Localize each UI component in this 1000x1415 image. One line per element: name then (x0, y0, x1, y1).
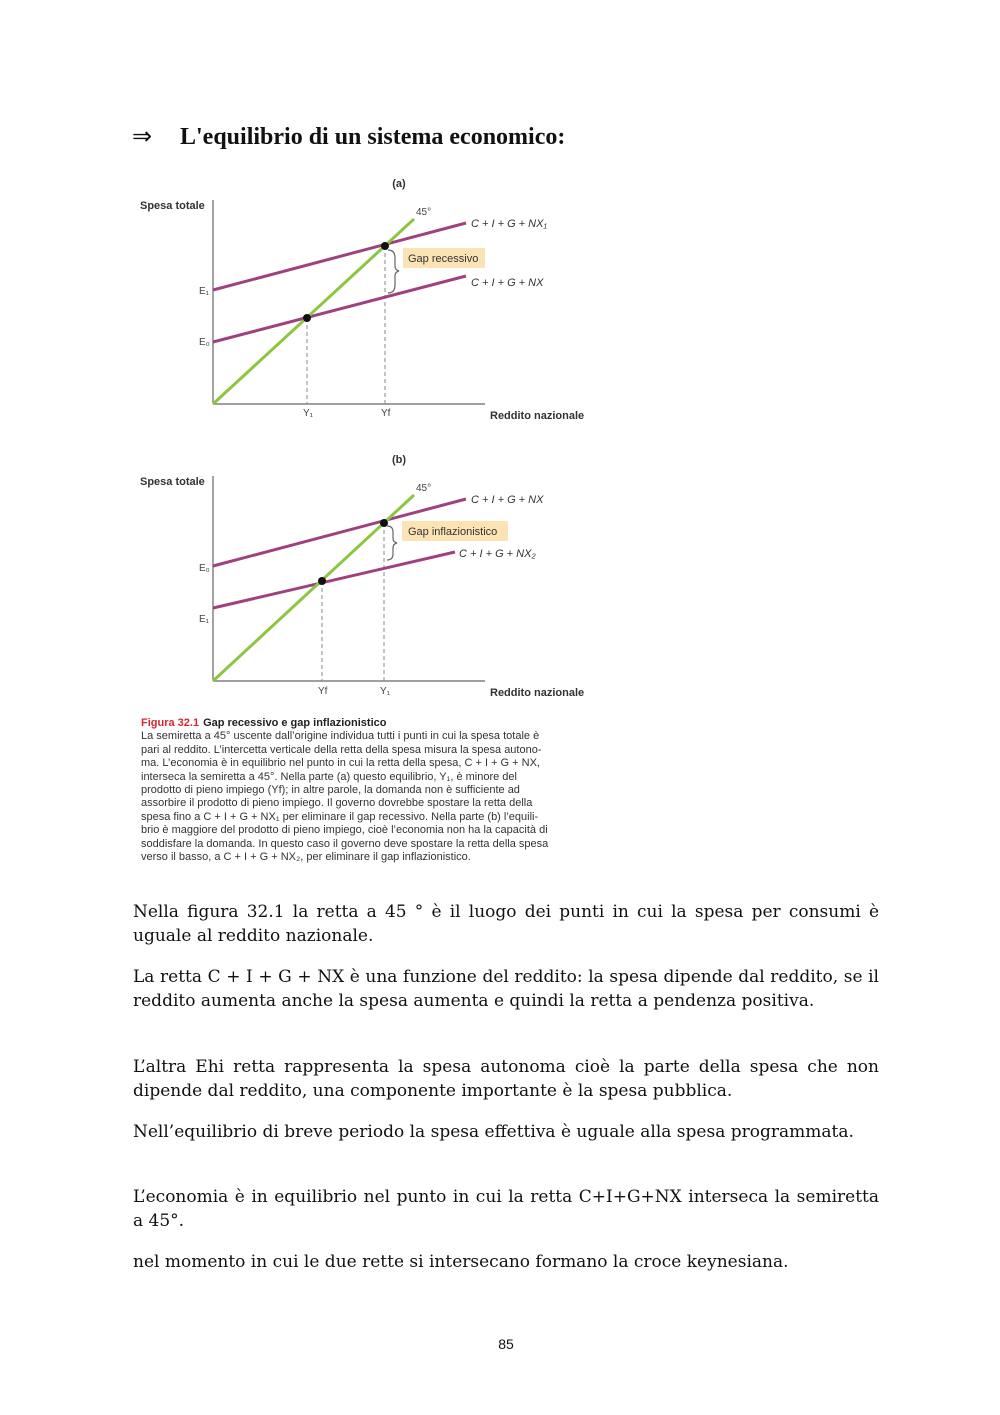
heading-text: L'equilibrio di un sistema economico: (180, 124, 566, 150)
caption-line: ma. L’economia è in equilibrio nel punto in cui la retta della spesa, C + I + G + NX, (141, 757, 540, 770)
panel-b-x-axis-label: Reddito nazionale (490, 687, 585, 699)
panel-a-y-axis-label: Spesa totale (140, 200, 205, 212)
paragraph-3: L’altra Ehi retta rappresenta la spesa autonoma cioè la parte della spesa che non dipende dal reddito, una componente importante è la spesa pubblica. (133, 1057, 879, 1101)
caption-line: interseca la semiretta a 45°. Nella parte (a) questo equilibrio, Y₁, è minore del (141, 770, 517, 783)
caption-title: Gap recessivo e gap inflazionistico (203, 717, 387, 729)
panel-a-x-tick-2: Yf (381, 408, 391, 419)
panel-a (140, 178, 584, 422)
page-number: 85 (498, 1336, 514, 1352)
panel-b (140, 454, 584, 699)
panel-b-lower-line (213, 552, 455, 608)
caption-number: Figura 32.1 (141, 717, 200, 729)
paragraph-5: L’economia è in equilibrio nel punto in cui la retta C+I+G+NX interseca la semiretta a 45°. (133, 1187, 879, 1231)
panel-b-full-employment-point (318, 577, 326, 585)
panel-a-45-label: 45° (416, 207, 432, 218)
caption-line: soddisfare la domanda. In questo caso il governo deve spostare la retta della spesa (141, 837, 549, 850)
panel-b-y-axis-label: Spesa totale (140, 476, 205, 488)
panel-b-lower-line-label: C + I + G + NX₂ (459, 548, 536, 560)
panel-b-x-tick-1: Yf (318, 686, 328, 697)
panel-b-upper-line-label: C + I + G + NX (471, 494, 544, 506)
panel-a-e-upper: E₁ (199, 286, 210, 297)
caption-line: brio è maggiore del prodotto di pieno impiego, cioè l’economia non ha la capacità di (141, 824, 548, 837)
paragraph-1: Nella figura 32.1 la retta a 45 ° è il luogo dei punti in cui la spesa per consumi è uguale al reddito nazionale. (133, 902, 879, 946)
panel-b-45-label: 45° (416, 483, 432, 494)
caption-line: prodotto di pieno impiego (Yf); in altre parole, la domanda non è sufficiente ad (141, 784, 520, 797)
panel-a-x-tick-1: Y₁ (303, 408, 314, 419)
panel-b-x-tick-2: Y₁ (380, 686, 391, 697)
panel-b-e-lower: E₁ (199, 614, 210, 625)
panel-a-upper-line-label: C + I + G + NX₁ (471, 218, 547, 230)
panel-a-gap-label: Gap recessivo (408, 253, 479, 265)
caption-heading (141, 717, 591, 730)
panel-b-e-upper: E₀ (199, 563, 210, 574)
caption-line: spesa fino a C + I + G + NX₁ per eliminare il gap recessivo. Nella parte (b) l’equili- (141, 810, 539, 823)
panel-a-gap-brace (388, 250, 399, 293)
panel-a-lower-line-label: C + I + G + NX (471, 277, 544, 289)
panel-b-gap-brace (387, 526, 397, 560)
paragraph-2: La retta C + I + G + NX è una funzione del reddito: la spesa dipende dal reddito, se il reddito aumenta anche la spesa aumenta e quindi la retta a pendenza positiva. (133, 967, 879, 1011)
figure-caption (141, 717, 591, 864)
panel-b-equilibrium-point (380, 519, 388, 527)
panel-a-label: (a) (392, 178, 406, 190)
arrow-icon: ⇒ (132, 124, 153, 150)
panel-a-e-lower: E₀ (199, 337, 210, 348)
caption-line: verso il basso, a C + I + G + NX₂, per eliminare il gap inflazionistico. (141, 851, 471, 864)
paragraph-6: nel momento in cui le due rette si intersecano formano la croce keynesiana. (133, 1252, 789, 1272)
paragraph-4: Nell’equilibrio di breve periodo la spesa effettiva è uguale alla spesa programmata. (133, 1122, 854, 1142)
caption-line: assorbire il prodotto di pieno impiego. Il governo dovrebbe spostare la retta della (141, 797, 533, 810)
panel-a-x-axis-label: Reddito nazionale (490, 410, 585, 422)
panel-a-full-employment-point (381, 242, 389, 250)
panel-a-equilibrium-point (303, 314, 311, 322)
panel-b-gap-label: Gap inflazionistico (408, 526, 498, 538)
caption-line: pari al reddito. L’intercetta verticale della retta della spesa misura la spesa autono- (141, 743, 542, 756)
caption-line: La semiretta a 45° uscente dall’origine individua tutti i punti in cui la spesa totale è (141, 730, 540, 743)
panel-b-label: (b) (391, 454, 407, 466)
